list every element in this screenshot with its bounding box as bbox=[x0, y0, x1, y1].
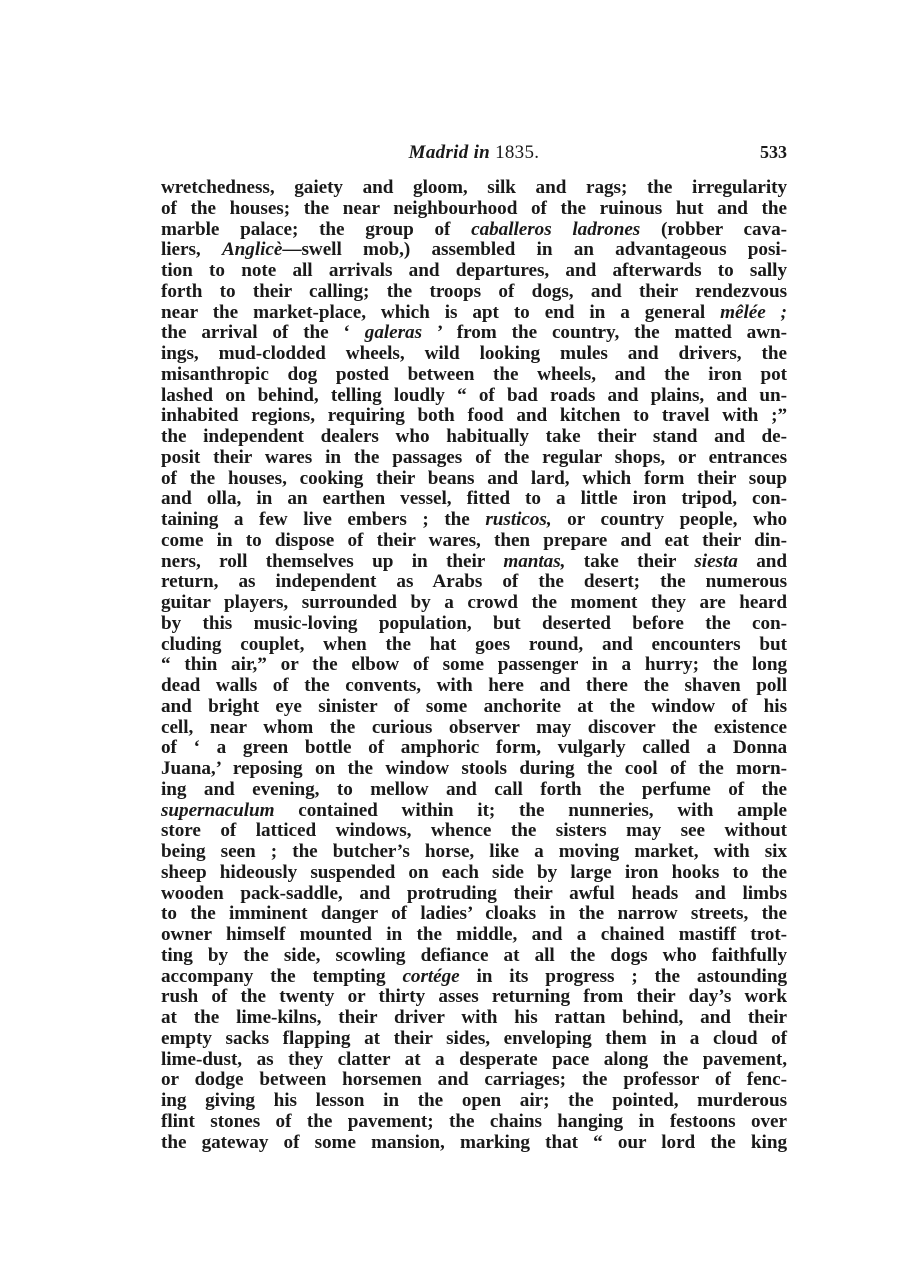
text-run: the gateway of some mansion, marking that “ our lord the king bbox=[161, 1131, 787, 1153]
text-run: ting by the side, scowling defiance at all the dogs who faithfully bbox=[161, 944, 787, 966]
text-run: lashed on behind, telling loudly “ of bad roads and plains, and un- bbox=[161, 384, 787, 406]
text-line bbox=[161, 863, 787, 884]
text-run: ing and evening, to mellow and call forth the perfume of the bbox=[161, 778, 787, 800]
text-run: in its progress ; the astounding bbox=[459, 965, 787, 987]
running-title bbox=[161, 142, 787, 164]
text-run: inhabited regions, requiring both food and kitchen to travel with ;” bbox=[161, 405, 787, 427]
text-line bbox=[161, 220, 787, 241]
text-line bbox=[161, 303, 787, 324]
text-run: taining a few live embers ; the bbox=[161, 509, 486, 530]
text-line bbox=[161, 635, 787, 656]
text-run: guitar players, surrounded by a crowd the moment they are heard bbox=[161, 592, 787, 613]
text-line bbox=[161, 946, 787, 967]
text-run: the arrival of the ‘ bbox=[161, 322, 365, 344]
text-run: forth to their calling; the troops of dogs, and their rendezvous bbox=[161, 280, 787, 302]
text-line bbox=[161, 718, 787, 739]
text-line bbox=[161, 552, 787, 573]
text-line bbox=[161, 240, 787, 261]
text-line bbox=[161, 904, 787, 925]
text-line bbox=[161, 531, 787, 552]
text-run: being seen ; the butcher’s horse, like a moving market, with six bbox=[161, 841, 787, 862]
text-run: at the lime-kilns, their driver with his rattan behind, and their bbox=[161, 1007, 787, 1028]
text-line bbox=[161, 489, 787, 510]
text-line bbox=[161, 406, 787, 427]
text-run: accompany the tempting bbox=[161, 965, 403, 987]
text-run: near the market-place, which is apt to end in a general bbox=[161, 301, 721, 323]
text-run: store of latticed windows, whence the sisters may see without bbox=[161, 820, 787, 842]
text-line bbox=[161, 365, 787, 386]
text-line bbox=[161, 199, 787, 220]
text-line bbox=[161, 1133, 787, 1154]
text-line bbox=[161, 282, 787, 303]
text-run: tion to note all arrivals and departures, and afterwards to sally bbox=[161, 260, 787, 281]
text-run: to the imminent danger of ladies’ cloaks in the narrow streets, the bbox=[161, 903, 787, 925]
text-line bbox=[161, 178, 787, 199]
page-number: 533 bbox=[760, 142, 787, 162]
text-line bbox=[161, 925, 787, 946]
italic-run: mêlée ; bbox=[720, 301, 787, 323]
text-run: liers, bbox=[161, 239, 222, 261]
text-line bbox=[161, 780, 787, 801]
italic-run: siesta bbox=[694, 550, 738, 572]
text-line bbox=[161, 676, 787, 697]
italic-run: cortége bbox=[402, 965, 460, 987]
text-run: rush of the twenty or thirty asses returning from their day’s work bbox=[161, 986, 787, 1008]
text-line bbox=[161, 323, 787, 344]
text-run: owner himself mounted in the middle, and a chained mastiff trot- bbox=[161, 924, 787, 945]
text-run: and bright eye sinister of some anchorite at the window of his bbox=[161, 695, 787, 717]
text-run: return, as independent as Arabs of the desert; the numerous bbox=[161, 571, 787, 593]
text-line bbox=[161, 738, 787, 759]
running-title-italic: Madrid in bbox=[408, 142, 491, 163]
text-run: (robber cava- bbox=[640, 218, 787, 240]
text-run: ing giving his lesson in the open air; the pointed, murderous bbox=[161, 1090, 787, 1111]
text-run: of the houses, cooking their beans and lard, which form their soup bbox=[161, 467, 787, 489]
text-run: of the houses; the near neighbourhood of the ruinous hut and the bbox=[161, 197, 787, 219]
italic-run: caballeros ladrones bbox=[471, 218, 641, 240]
italic-run: supernaculum bbox=[161, 799, 275, 821]
running-title-year: 1835. bbox=[490, 142, 540, 163]
text-run: contained within it; the nunneries, with ample bbox=[274, 799, 787, 821]
text-run: cluding couplet, when the hat goes round, and encounters but bbox=[161, 633, 787, 655]
text-line bbox=[161, 510, 787, 531]
text-line bbox=[161, 1112, 787, 1133]
text-line bbox=[161, 1050, 787, 1071]
text-line bbox=[161, 801, 787, 822]
italic-run: rusticos, bbox=[485, 509, 552, 530]
text-run: lime-dust, as they clatter at a desperate pace along the pavement, bbox=[161, 1048, 787, 1070]
running-head bbox=[161, 140, 787, 170]
text-run: empty sacks flapping at their sides, enveloping them in a cloud of bbox=[161, 1027, 787, 1049]
text-run: wretchedness, gaiety and gloom, silk and rags; the irregularity bbox=[161, 177, 787, 198]
text-run: and olla, in an earthen vessel, fitted to a little iron tripod, con- bbox=[161, 488, 787, 510]
text-run: the independent dealers who habitually take their stand and de- bbox=[161, 426, 787, 447]
text-line bbox=[161, 1008, 787, 1029]
text-line bbox=[161, 987, 787, 1008]
text-run: wooden pack-saddle, and protruding their awful heads and limbs bbox=[161, 882, 787, 904]
text-run: misanthropic dog posted between the wheels, and the iron pot bbox=[161, 363, 787, 385]
text-run: Juana,’ reposing on the window stools during the cool of the morn- bbox=[161, 758, 787, 779]
text-line bbox=[161, 967, 787, 988]
text-run: dead walls of the convents, with here and there the shaven poll bbox=[161, 675, 787, 696]
text-line bbox=[161, 842, 787, 863]
text-line bbox=[161, 655, 787, 676]
text-line bbox=[161, 697, 787, 718]
text-run: sheep hideously suspended on each side by large iron hooks to the bbox=[161, 861, 787, 883]
text-run: marble palace; the group of bbox=[161, 218, 472, 240]
text-line bbox=[161, 614, 787, 635]
text-run: “ thin air,” or the elbow of some passenger in a hurry; the long bbox=[161, 654, 787, 676]
text-line bbox=[161, 1029, 787, 1050]
text-run: come in to dispose of their wares, then prepare and eat their din- bbox=[161, 529, 787, 551]
text-line bbox=[161, 884, 787, 905]
text-run: flint stones of the pavement; the chains hanging in festoons over bbox=[161, 1110, 787, 1132]
italic-run: Anglicè bbox=[221, 239, 283, 261]
text-line bbox=[161, 759, 787, 780]
italic-run: galeras bbox=[364, 322, 423, 344]
text-line bbox=[161, 261, 787, 282]
body-text bbox=[161, 178, 787, 1153]
text-run: cell, near whom the curious observer may discover the existence bbox=[161, 716, 787, 738]
text-run: take their bbox=[565, 550, 695, 572]
text-run: by this music-loving population, but deserted before the con- bbox=[161, 612, 787, 634]
text-line bbox=[161, 344, 787, 365]
text-run: ings, mud-clodded wheels, wild looking mules and drivers, the bbox=[161, 343, 787, 364]
text-line bbox=[161, 593, 787, 614]
text-run: posit their wares in the passages of the regular shops, or entrances bbox=[161, 446, 787, 468]
text-run: of ‘ a green bottle of amphoric form, vulgarly called a Donna bbox=[161, 737, 787, 759]
text-line bbox=[161, 1091, 787, 1112]
text-line bbox=[161, 821, 787, 842]
text-run: —swell mob,) assembled in an advantageous posi- bbox=[282, 239, 787, 261]
text-run: or dodge between horsemen and carriages; the professor of fenc- bbox=[161, 1069, 787, 1091]
text-line bbox=[161, 572, 787, 593]
text-run: ners, roll themselves up in their bbox=[161, 550, 504, 572]
text-run: and bbox=[737, 550, 787, 572]
book-page bbox=[161, 140, 787, 1153]
text-run: or country people, who bbox=[551, 509, 787, 530]
text-line bbox=[161, 386, 787, 407]
text-line bbox=[161, 1070, 787, 1091]
italic-run: mantas, bbox=[503, 550, 566, 572]
text-line bbox=[161, 448, 787, 469]
text-line bbox=[161, 469, 787, 490]
text-run: ’ from the country, the matted awn- bbox=[422, 322, 787, 344]
text-line bbox=[161, 427, 787, 448]
